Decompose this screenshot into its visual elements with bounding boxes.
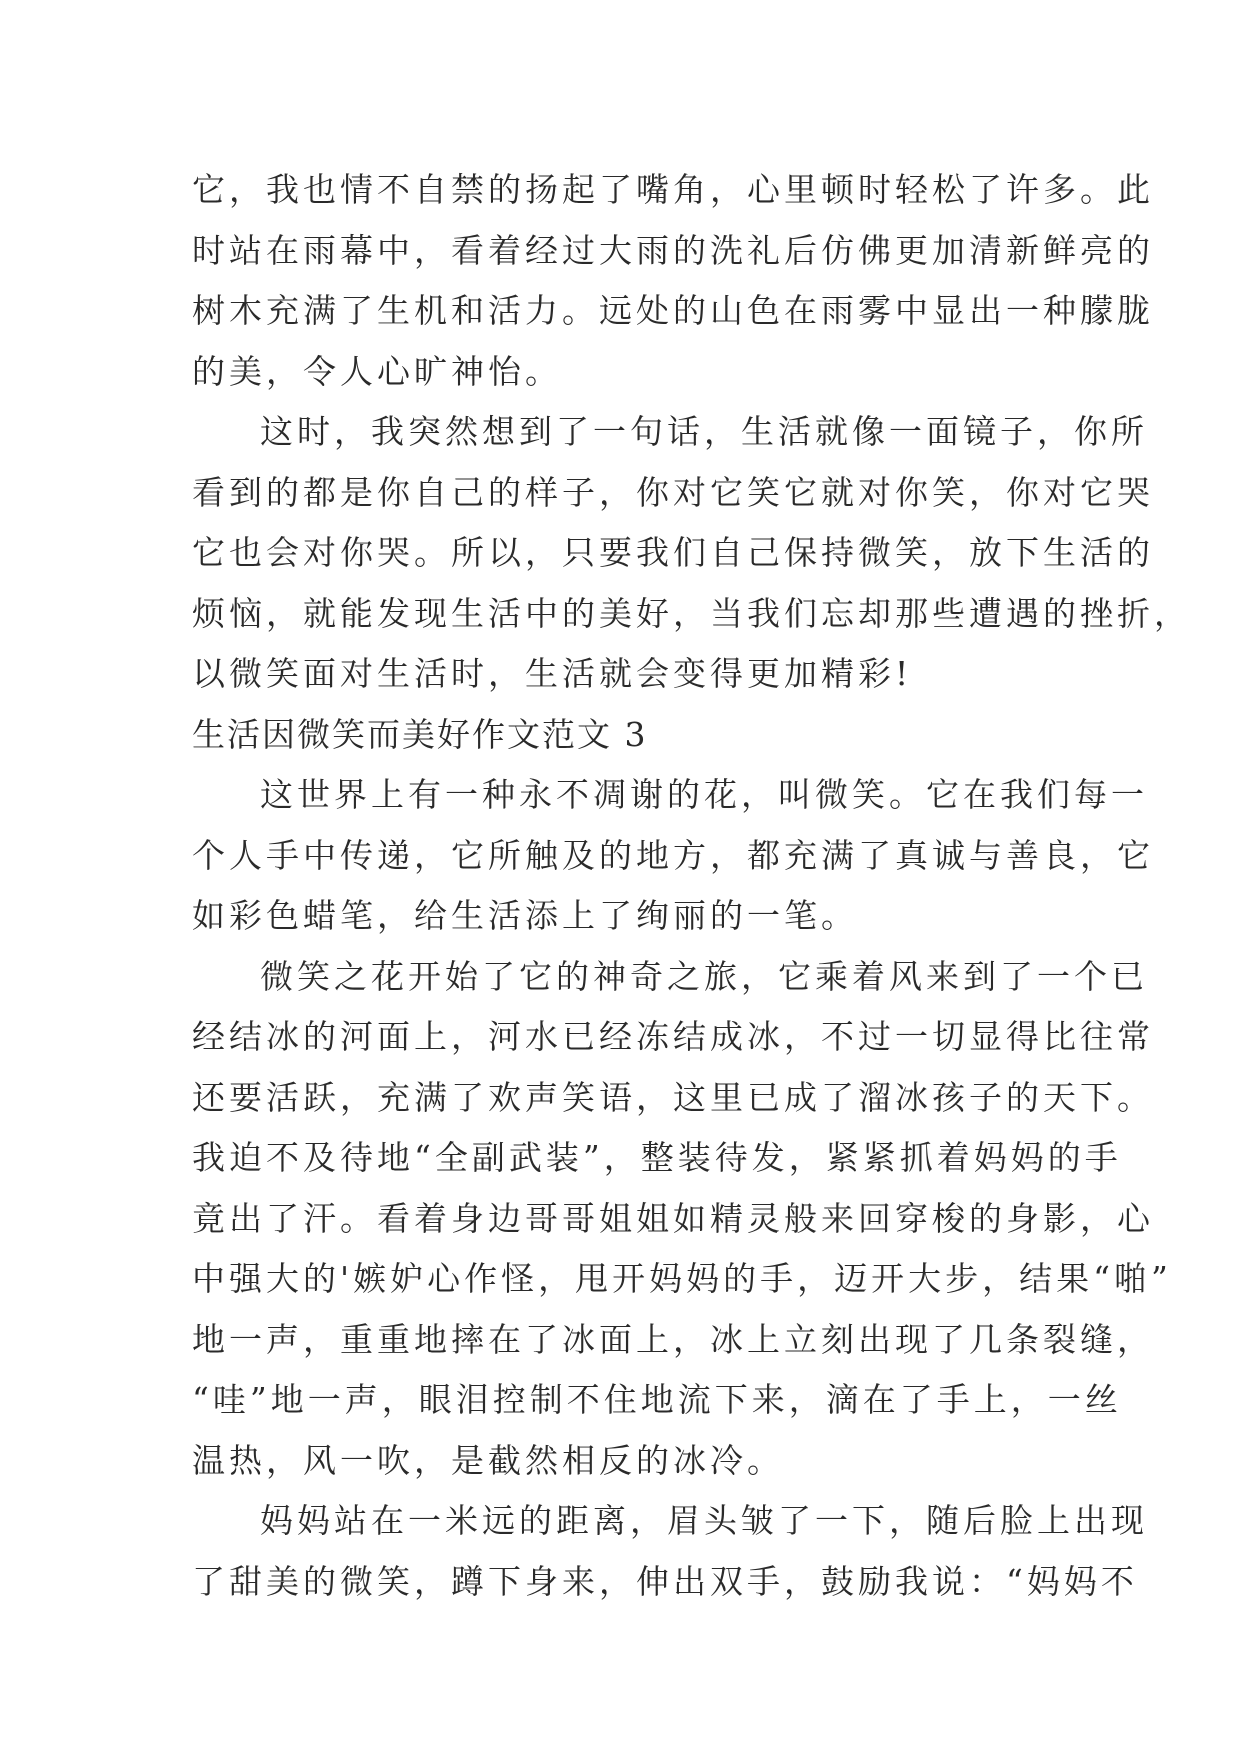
- text-line: 看到的都是你自己的样子，你对它笑它就对你笑，你对它哭: [192, 472, 1154, 512]
- text-line: 竟出了汗。看着身边哥哥姐姐如精灵般来回穿梭的身影，心: [192, 1198, 1154, 1238]
- text-line: 还要活跃，充满了欢声笑语，这里已成了溜冰孩子的天下。: [192, 1077, 1154, 1117]
- paragraph-first-line: 妈妈站在一米远的距离，眉头皱了一下，随后脸上出现: [260, 1501, 1148, 1540]
- text-line: 树木充满了生机和活力。远处的山色在雨雾中显出一种朦胧: [192, 291, 1154, 330]
- text-line: 个人手中传递，它所触及的地方，都充满了真诚与善良，它: [192, 835, 1154, 875]
- text-line: 的美，令人心旷神怡。: [192, 351, 562, 391]
- paragraph-first-line: 这时，我突然想到了一句话，生活就像一面镜子，你所: [260, 412, 1148, 451]
- text-line: 时站在雨幕中，看着经过大雨的洗礼后仿佛更加清新鲜亮的: [192, 230, 1154, 270]
- paragraph-first-line: 这世界上有一种永不凋谢的花，叫微笑。它在我们每一: [260, 775, 1148, 814]
- paragraph-first-line: 微笑之花开始了它的神奇之旅，它乘着风来到了一个已: [260, 956, 1148, 996]
- text-line: 以微笑面对生活时，生活就会变得更加精彩!: [192, 654, 913, 693]
- text-line: 如彩色蜡笔，给生活添上了绚丽的一笔。: [192, 896, 858, 935]
- text-line: 它，我也情不自禁的扬起了嘴角，心里顿时轻松了许多。此: [192, 170, 1154, 209]
- text-line: 我迫不及待地“全副武装”，整装待发，紧紧抓着妈妈的手: [192, 1138, 1122, 1177]
- text-line: 它也会对你哭。所以，只要我们自己保持微笑，放下生活的: [192, 533, 1154, 572]
- text-line: 了甜美的微笑，蹲下身来，伸出双手，鼓励我说：“妈妈不: [192, 1561, 1138, 1601]
- text-line: 烦恼，就能发现生活中的美好，当我们忘却那些遭遇的挫折，: [192, 593, 1191, 633]
- text-line: 中强大的'嫉妒心作怪，甩开妈妈的手，迈开大步，结果“啪”: [192, 1259, 1172, 1298]
- document-body: [192, 160, 1191, 1612]
- section-heading: 生活因微笑而美好作文范文 3: [192, 714, 648, 754]
- text-line: 地一声，重重地摔在了冰面上，冰上立刻出现了几条裂缝，: [192, 1319, 1154, 1359]
- text-line: 经结冰的河面上，河水已经冻结成冰，不过一切显得比往常: [192, 1017, 1154, 1056]
- text-line: “哇”地一声，眼泪控制不住地流下来，滴在了手上，一丝: [192, 1380, 1122, 1419]
- text-line: 温热，风一吹，是截然相反的冰冷。: [192, 1440, 784, 1480]
